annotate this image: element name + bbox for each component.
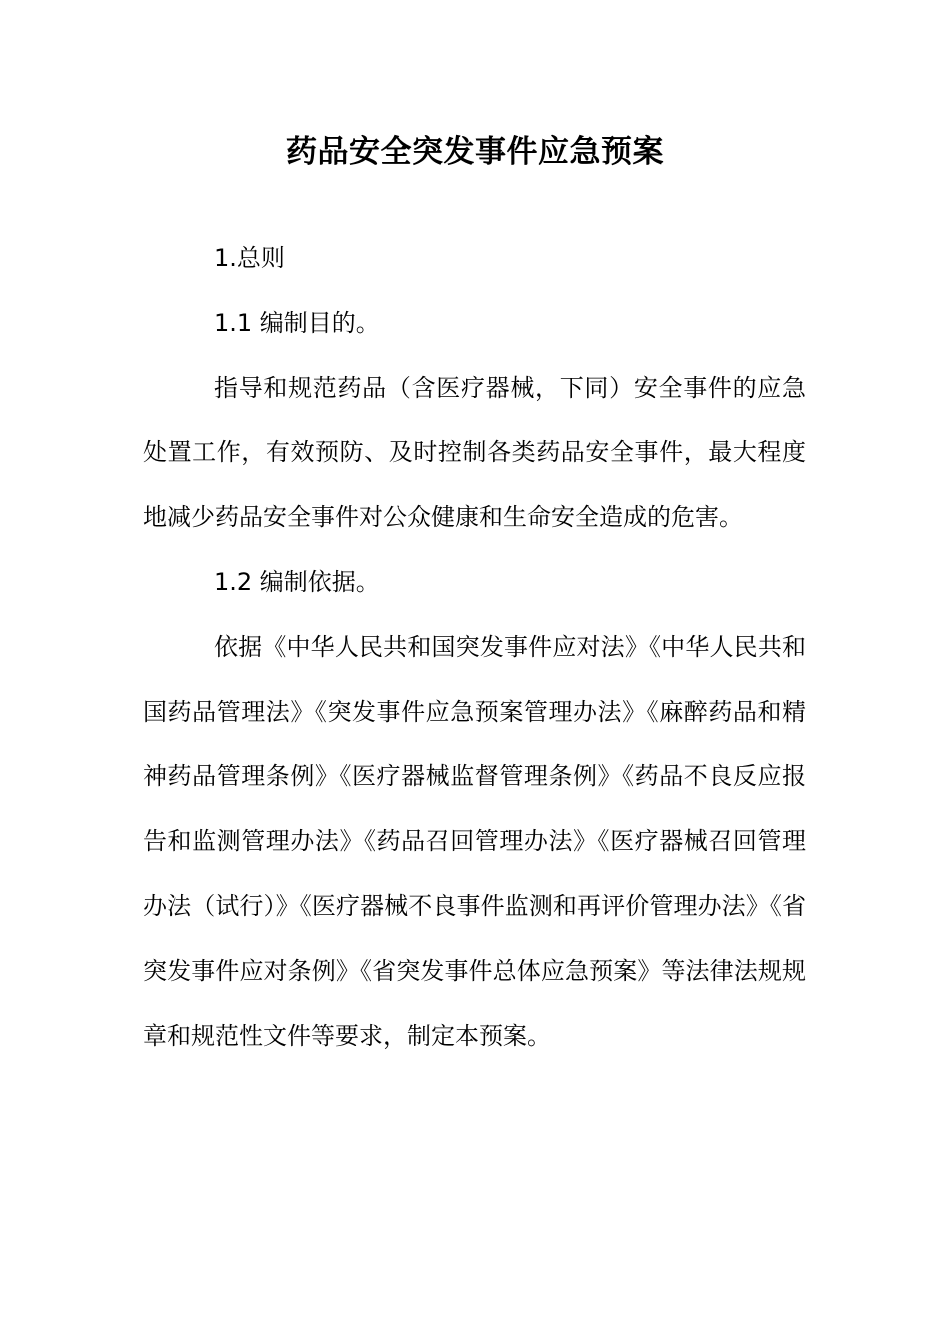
section-heading-basis: 1.2 编制依据。 — [214, 567, 380, 596]
document-body — [143, 226, 806, 1068]
section-heading-general: 1.总则 — [214, 244, 285, 272]
paragraph-purpose: 指导和规范药品（含医疗器械，下同）安全事件的应急处置工作，有效预防、及时控制各类药品安全事件，最大程度地减少药品安全事件对公众健康和生命安全造成的危害。 — [143, 373, 806, 532]
paragraph-basis: 依据《中华人民共和国突发事件应对法》《中华人民共和国药品管理法》《突发事件应急预案管理办法》《麻醉药品和精神药品管理条例》《医疗器械监督管理条例》《药品不良反应报告和监测管理办法》《药品召回管理办法》《医疗器械召回管理办法（试行）》《医疗器械不良事件监测和再评价管理办法》《省突发事件应对条例》《省突发事件总体应急预案》等法律法规规章和规范性文件等要求，制定本预案。 — [143, 632, 806, 1050]
document-title: 药品安全突发事件应急预案 — [286, 134, 664, 170]
section-heading-purpose: 1.1 编制目的。 — [214, 308, 380, 337]
